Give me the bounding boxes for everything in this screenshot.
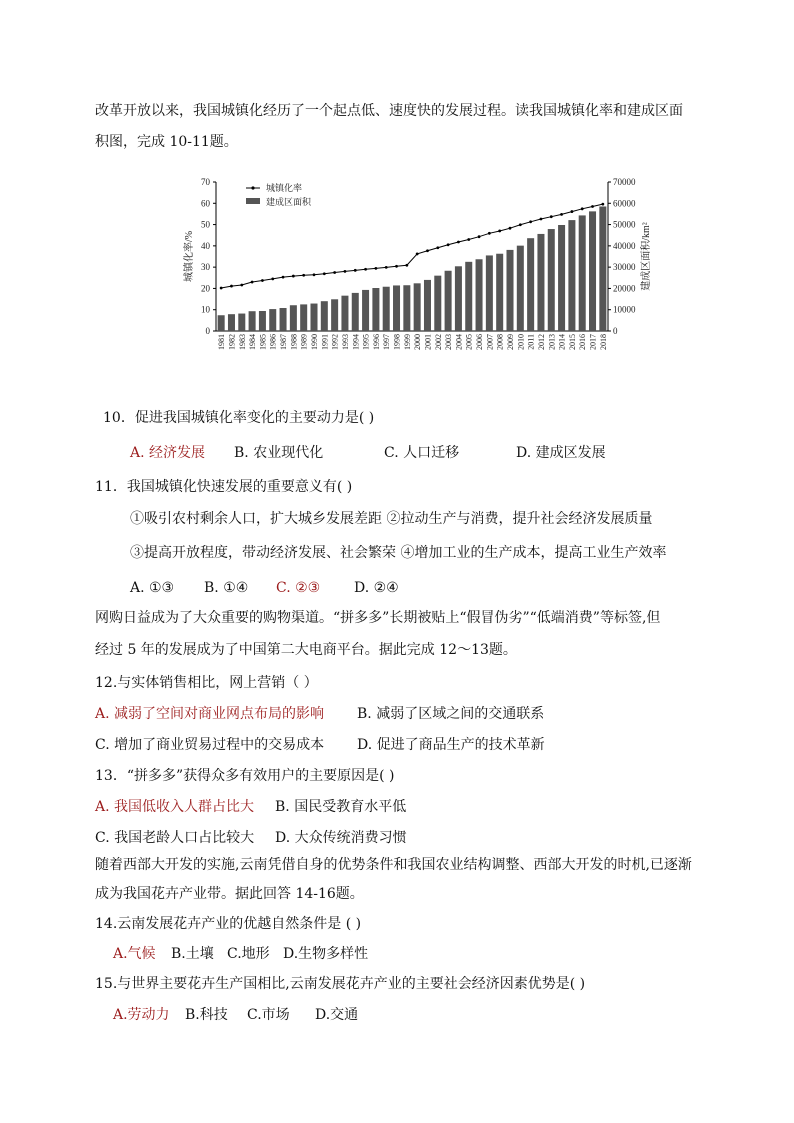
area-bar xyxy=(558,225,565,331)
right-tick-label: 50000 xyxy=(613,219,636,230)
urbanization-line xyxy=(221,204,603,288)
year-label: 2004 xyxy=(454,334,464,350)
urbanization-point xyxy=(313,273,316,276)
q13-options-row1 xyxy=(95,797,406,817)
area-bar xyxy=(403,285,410,331)
urbanization-point xyxy=(488,232,491,235)
urbanization-point xyxy=(540,218,543,221)
year-label: 1990 xyxy=(310,334,319,350)
intro-text-line: 积图，完成 10-11题。 xyxy=(95,134,238,150)
area-bar xyxy=(599,206,606,331)
option-c: C.地形 xyxy=(227,946,270,962)
year-label: 1996 xyxy=(371,334,381,350)
year-label: 1991 xyxy=(320,334,330,350)
year-label: 1998 xyxy=(392,334,402,350)
area-bar xyxy=(517,246,524,331)
urbanization-point xyxy=(509,227,512,230)
area-bar xyxy=(300,304,307,331)
area-bar xyxy=(393,285,400,331)
urbanization-point xyxy=(519,223,522,226)
left-tick-label: 50 xyxy=(201,219,210,230)
q14-options xyxy=(113,944,368,964)
q13-options-row2 xyxy=(95,828,407,848)
urbanization-point xyxy=(364,268,367,271)
year-label: 2014 xyxy=(557,334,567,350)
area-bar xyxy=(486,255,493,331)
left-tick-label: 20 xyxy=(201,283,210,294)
option-a: A.劳动力 xyxy=(113,1007,170,1023)
urbanization-chart xyxy=(180,172,652,362)
urbanization-point xyxy=(261,279,264,282)
urbanization-point xyxy=(323,272,326,275)
intro-text-line: 成为我国花卉产业带。据此回答 14-16题。 xyxy=(95,886,364,902)
area-bar xyxy=(496,254,503,331)
area-bar xyxy=(455,266,462,331)
year-label: 2008 xyxy=(495,334,505,350)
q12-options-row1 xyxy=(95,704,544,724)
option-b: B. ①④ xyxy=(204,580,249,596)
year-label: 1981 xyxy=(217,334,227,350)
urbanization-point xyxy=(271,277,274,280)
urbanization-point xyxy=(292,275,295,278)
option-a: A. 我国低收入人群占比大 xyxy=(95,799,255,815)
area-bar xyxy=(568,220,575,331)
urbanization-point xyxy=(529,220,532,223)
option-c: C. 增加了商业贸易过程中的交易成本 xyxy=(95,737,325,753)
q10-stem: 10．促进我国城镇化率变化的主要动力是( ) xyxy=(103,410,375,426)
left-tick-label: 30 xyxy=(201,262,210,273)
option-a: A. 减弱了空间对商业网点布局的影响 xyxy=(95,706,325,722)
urbanization-point xyxy=(467,238,470,241)
urbanization-point xyxy=(457,241,460,244)
option-d: D. 促进了商品生产的技术革新 xyxy=(357,737,545,753)
left-tick-label: 40 xyxy=(201,240,210,251)
urbanization-point xyxy=(570,210,573,213)
year-label: 1992 xyxy=(330,334,340,350)
year-label: 1983 xyxy=(237,334,247,350)
q14-stem: 14.云南发展花卉产业的优越自然条件是 ( ) xyxy=(95,916,362,932)
area-bar xyxy=(383,287,390,331)
year-label: 2001 xyxy=(423,334,433,350)
urbanization-point xyxy=(302,274,305,277)
year-label: 2012 xyxy=(536,334,546,350)
year-label: 2005 xyxy=(464,334,474,350)
right-tick-label: 20000 xyxy=(613,283,636,294)
q15-stem: 15.与世界主要花卉生产国相比,云南发展花卉产业的主要社会经济因素优势是( ) xyxy=(95,976,586,992)
q11-options xyxy=(130,578,399,598)
area-bar xyxy=(548,229,555,331)
urbanization-point xyxy=(426,249,429,252)
intro-text-line: 随着西部大开发的实施,云南凭借自身的优势条件和我国农业结构调整、西部大开发的时机,已逐渐 xyxy=(95,857,692,873)
year-label: 1985 xyxy=(258,334,268,350)
right-tick-label: 10000 xyxy=(613,304,636,315)
left-tick-label: 10 xyxy=(201,304,210,315)
option-b: B. 农业现代化 xyxy=(234,445,324,461)
year-label: 1995 xyxy=(361,334,371,350)
option-b: B.土壤 xyxy=(171,946,214,962)
year-label: 2003 xyxy=(444,334,454,350)
area-bar xyxy=(259,311,266,331)
left-tick-label: 70 xyxy=(201,177,210,187)
urbanization-point xyxy=(405,264,408,267)
urbanization-point xyxy=(478,235,481,238)
urbanization-point xyxy=(581,207,584,210)
legend-label-line: 城镇化率 xyxy=(266,183,303,193)
urbanization-point xyxy=(591,205,594,208)
urbanization-point xyxy=(344,270,347,273)
area-bar xyxy=(527,238,534,331)
year-label: 1997 xyxy=(382,334,392,350)
year-label: 2006 xyxy=(475,334,485,350)
area-bar xyxy=(238,314,245,331)
urbanization-point xyxy=(601,203,604,206)
right-tick-label: 60000 xyxy=(613,198,636,209)
right-axis-title: 建成区面积/km² xyxy=(641,222,652,291)
area-bar xyxy=(269,309,276,331)
option-c: C. 人口迁移 xyxy=(384,445,460,461)
q13-stem: 13．“拼多多”获得众多有效用户的主要原因是( ) xyxy=(95,768,395,784)
year-label: 2013 xyxy=(547,334,557,350)
left-axis-title: 城镇化率/% xyxy=(184,230,195,283)
area-bar xyxy=(362,290,369,331)
legend-bar-swatch xyxy=(246,198,260,204)
year-label: 2016 xyxy=(578,334,588,350)
area-bar xyxy=(290,305,297,331)
intro-text-line: 网购日益成为了大众重要的购物渠道。“拼多多”长期被贴上“假冒伪劣”“低端消费”等标签,但 xyxy=(95,610,661,626)
area-bar xyxy=(372,288,379,331)
year-label: 2009 xyxy=(506,334,515,350)
option-b: B. 减弱了区域之间的交通联系 xyxy=(357,706,545,722)
area-bar xyxy=(424,280,431,331)
year-label: 1988 xyxy=(289,334,299,350)
option-d: D.交通 xyxy=(315,1007,359,1023)
urbanization-point xyxy=(395,265,398,268)
year-label: 1987 xyxy=(279,334,289,350)
option-b: B.科技 xyxy=(185,1007,228,1023)
urbanization-point xyxy=(230,285,233,288)
option-a: A. 经济发展 xyxy=(130,445,206,461)
option-c: C. 我国老龄人口占比较大 xyxy=(95,830,255,846)
q11-stem: 11．我国城镇化快速发展的重要意义有( ) xyxy=(95,479,353,495)
left-tick-label: 0 xyxy=(205,326,210,336)
urbanization-point xyxy=(550,215,553,218)
area-bar xyxy=(414,283,421,331)
year-label: 1986 xyxy=(268,334,278,350)
year-label: 2015 xyxy=(567,334,577,350)
urbanization-point xyxy=(282,276,285,279)
q11-statement: ③提高开放程度，带动经济发展、社会繁荣 ④增加工业的生产成本，提高工业生产效率 xyxy=(130,545,667,561)
area-bar xyxy=(476,259,483,331)
legend-line-marker xyxy=(251,186,254,189)
year-label: 1994 xyxy=(351,334,361,350)
area-bar xyxy=(589,211,596,331)
area-bar xyxy=(228,314,235,331)
area-bar xyxy=(280,308,287,331)
option-b: B. 国民受教育水平低 xyxy=(275,799,407,815)
area-bar xyxy=(341,296,348,331)
urbanization-point xyxy=(240,284,243,287)
area-bar xyxy=(218,315,225,331)
year-label: 1984 xyxy=(248,334,258,350)
year-label: 1999 xyxy=(402,334,412,350)
option-d: D. ②④ xyxy=(354,580,399,596)
area-bar xyxy=(465,262,472,331)
right-tick-label: 0 xyxy=(613,326,618,336)
area-bar xyxy=(331,299,338,331)
urbanization-point xyxy=(447,243,450,246)
urbanization-point xyxy=(333,271,336,274)
option-d: D.生物多样性 xyxy=(283,946,369,962)
urbanization-point xyxy=(436,246,439,249)
area-bar xyxy=(445,271,452,331)
area-bar xyxy=(434,276,441,331)
q15-options xyxy=(113,1005,358,1025)
option-d: D. 大众传统消费习惯 xyxy=(275,830,407,846)
area-bar xyxy=(579,215,586,331)
year-label: 2011 xyxy=(526,334,536,350)
area-bar xyxy=(321,301,328,331)
urbanization-point xyxy=(354,269,357,272)
year-label: 1989 xyxy=(299,334,309,350)
option-a: A.气候 xyxy=(113,946,156,962)
year-label: 2007 xyxy=(485,334,495,350)
urbanization-point xyxy=(560,213,563,216)
urbanization-point xyxy=(374,267,377,270)
option-a: A. ①③ xyxy=(130,580,175,596)
right-tick-label: 70000 xyxy=(613,177,636,187)
legend-label-bar: 建成区面积 xyxy=(266,197,312,207)
urbanization-point xyxy=(251,281,254,284)
q11-statement: ①吸引农村剩余人口，扩大城乡发展差距 ②拉动生产与消费，提升社会经济发展质量 xyxy=(130,511,653,527)
right-tick-label: 40000 xyxy=(613,240,636,251)
intro-text-line: 改革开放以来，我国城镇化经历了一个起点低、速度快的发展过程。读我国城镇化率和建成区面 xyxy=(95,103,683,119)
right-tick-label: 30000 xyxy=(613,262,636,273)
urbanization-point xyxy=(416,253,419,256)
q10-options xyxy=(130,443,606,463)
q12-options-row2 xyxy=(95,735,545,755)
left-tick-label: 60 xyxy=(201,198,210,209)
area-bar xyxy=(310,304,317,331)
q12-stem: 12.与实体销售相比，网上营销（ ） xyxy=(95,675,318,691)
year-label: 2010 xyxy=(516,334,526,350)
area-bar xyxy=(537,234,544,331)
year-label: 1993 xyxy=(340,334,350,350)
option-c: C.市场 xyxy=(247,1007,290,1023)
year-label: 2017 xyxy=(588,334,598,350)
year-label: 1982 xyxy=(227,334,237,350)
urbanization-point xyxy=(498,230,501,233)
year-label: 2002 xyxy=(433,334,443,350)
urbanization-point xyxy=(220,287,223,290)
area-bar xyxy=(352,293,359,331)
year-label: 2000 xyxy=(413,334,423,350)
option-c: C. ②③ xyxy=(276,580,321,596)
urbanization-point xyxy=(385,266,388,269)
option-d: D. 建成区发展 xyxy=(516,445,606,461)
area-bar xyxy=(249,311,256,331)
area-bar xyxy=(506,250,513,331)
intro-text-line: 经过 5 年的发展成为了中国第二大电商平台。据此完成 12～13题。 xyxy=(95,642,517,658)
year-label: 2018 xyxy=(598,334,608,350)
